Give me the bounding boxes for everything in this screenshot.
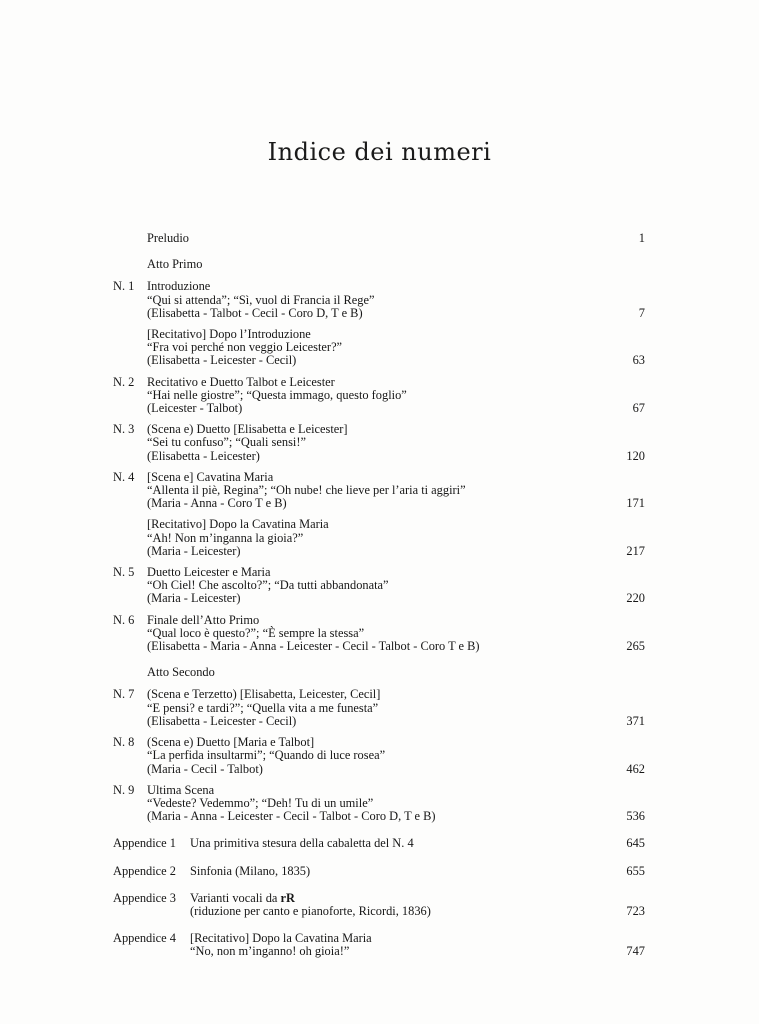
page-number: 747 (626, 944, 645, 959)
appendix-entry (113, 865, 645, 878)
toc-entry (113, 471, 645, 511)
appendix-label: Appendice 1 (113, 836, 176, 851)
toc-entry-line: Finale dell’Atto Primo (147, 612, 260, 627)
toc-entry-line: “Vedeste? Vedemmo”; “Deh! Tu di un umile” (147, 795, 374, 810)
toc-entry-number: N. 7 (113, 687, 135, 702)
toc-entry (113, 328, 645, 368)
toc-entry-line: “Hai nelle giostre”; “Questa immago, questo foglio” (147, 387, 407, 402)
page-number: 1 (638, 231, 645, 245)
toc-entry-line: (Scena e) Duetto [Elisabetta e Leicester] (147, 422, 348, 437)
act-heading: Atto Primo (147, 257, 203, 272)
toc-entry-line: “Allenta il piè, Regina”; “Oh nube! che lieve per l’aria ti aggiri” (147, 483, 466, 498)
page-number: 171 (626, 496, 645, 511)
toc-entry-line: (Maria - Anna - Coro T e B) (147, 496, 287, 511)
toc-entry-line: [Scena e] Cavatina Maria (147, 469, 274, 484)
toc-entry-number: N. 3 (113, 422, 135, 437)
toc-entry-line: “Oh Ciel! Che ascolto?”; “Da tutti abbandonata” (147, 578, 389, 593)
appendix-label: Appendice 3 (113, 890, 176, 905)
toc-entry-line: Recitativo e Duetto Talbot e Leicester (147, 374, 335, 389)
toc-entry-line: (Elisabetta - Leicester - Cecil) (147, 713, 297, 728)
toc-entry-number: N. 4 (113, 469, 135, 484)
toc-entry-line: (Elisabetta - Maria - Anna - Leicester - Cecil - Talbot - Coro T e B) (147, 639, 480, 654)
toc-entry-line: Ultima Scena (147, 782, 215, 797)
toc-entry-number: N. 8 (113, 735, 135, 750)
toc-entry (113, 614, 645, 654)
toc-entry-line: “Sei tu confuso”; “Quali sensi!” (147, 435, 306, 450)
toc (113, 232, 645, 959)
page-number: 120 (626, 448, 645, 463)
appendix-line: (riduzione per canto e pianoforte, Ricordi, 1836) (190, 903, 431, 918)
toc-entry-line: Introduzione (147, 279, 211, 294)
toc-entry-line: (Elisabetta - Leicester) (147, 448, 260, 463)
source-siglum: rR (280, 890, 295, 905)
page-number: 462 (626, 761, 645, 776)
appendix-entry (113, 892, 645, 918)
toc-entry-line: (Maria - Anna - Leicester - Cecil - Talbot - Coro D, T e B) (147, 809, 436, 824)
page-number: 265 (626, 639, 645, 654)
toc-entry-line: “Qui si attenda”; “Sì, vuol di Francia il Rege” (147, 292, 375, 307)
toc-entry-number: N. 2 (113, 374, 135, 389)
toc-entry-number: N. 5 (113, 565, 135, 580)
toc-entry (113, 280, 645, 320)
act-heading: Atto Secondo (147, 665, 215, 680)
toc-entry-line: Preludio (147, 231, 189, 245)
appendix-line: Una primitiva stesura della cabaletta del N. 4 (190, 836, 414, 851)
toc-entry-line: (Maria - Leicester) (147, 543, 241, 558)
toc-entry-line: [Recitativo] Dopo l’Introduzione (147, 327, 311, 342)
toc-entry-line: Duetto Leicester e Maria (147, 565, 271, 580)
toc-entry-number: N. 6 (113, 612, 135, 627)
toc-entry (113, 566, 645, 606)
toc-entry (113, 784, 645, 824)
appendix-line: Sinfonia (Milano, 1835) (190, 863, 311, 878)
page-number: 655 (626, 863, 645, 878)
page-number: 371 (626, 713, 645, 728)
page-number: 536 (626, 809, 645, 824)
toc-entry-line: (Leicester - Talbot) (147, 401, 243, 416)
toc-entry-line: (Scena e Terzetto) [Elisabetta, Leicester, Cecil] (147, 687, 381, 702)
toc-entry-number: N. 9 (113, 782, 135, 797)
page-number: 220 (626, 591, 645, 606)
appendix-entry (113, 837, 645, 850)
toc-entry-line: “Qual loco è questo?”; “È sempre la stessa” (147, 625, 365, 640)
page-number: 7 (638, 305, 645, 320)
toc-entry-line: (Maria - Leicester) (147, 591, 241, 606)
toc-entry-line: (Elisabetta - Leicester - Cecil) (147, 353, 297, 368)
appendix-entry (113, 932, 645, 958)
toc-entry (113, 232, 645, 245)
appendix-label: Appendice 4 (113, 931, 176, 946)
toc-entry-line: “E pensi? e tardi?”; “Quella vita a me funesta” (147, 700, 379, 715)
toc-entry-line: “Fra voi perché non veggio Leicester?” (147, 340, 343, 355)
toc-entry (113, 423, 645, 463)
appendix-line: [Recitativo] Dopo la Cavatina Maria (190, 931, 372, 946)
toc-entry-line: “Ah! Non m’inganna la gioia?” (147, 530, 304, 545)
appendix-label: Appendice 2 (113, 863, 176, 878)
toc-entry (113, 688, 645, 728)
appendix-line: Varianti vocali da rR (190, 890, 295, 905)
toc-entry-line: (Maria - Cecil - Talbot) (147, 761, 263, 776)
toc-entry-line: (Elisabetta - Talbot - Cecil - Coro D, T e B) (147, 305, 363, 320)
page-number: 63 (632, 353, 645, 368)
toc-entry (113, 736, 645, 776)
page-number: 723 (626, 903, 645, 918)
toc-entry (113, 376, 645, 416)
page-number: 645 (626, 836, 645, 851)
toc-entry-line: [Recitativo] Dopo la Cavatina Maria (147, 517, 329, 532)
toc-entry-line: “La perfida insultarmi”; “Quando di luce rosea” (147, 748, 386, 763)
toc-entry (113, 518, 645, 558)
appendices-section (113, 837, 645, 958)
page-title: Indice dei numeri (267, 138, 492, 166)
toc-entry-line: (Scena e) Duetto [Maria e Talbot] (147, 735, 315, 750)
appendix-line: “No, non m’inganno! oh gioia!” (190, 944, 350, 959)
page-number: 217 (626, 543, 645, 558)
page-number: 67 (632, 401, 645, 416)
toc-entry-number: N. 1 (113, 279, 135, 294)
